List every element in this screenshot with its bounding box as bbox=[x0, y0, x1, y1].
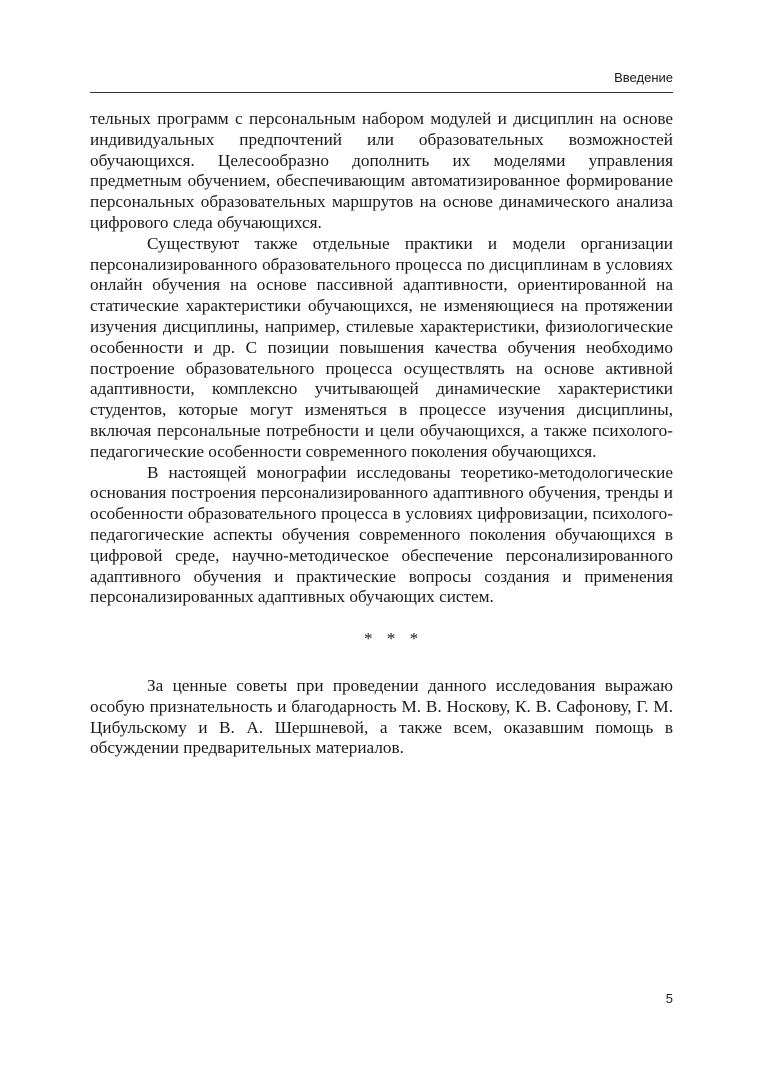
main-text bbox=[90, 109, 673, 759]
paragraph-practices: Существуют также отдельные практики и модели организации персонализированного образовательного процесса по дисциплинам в условиях онлайн обучения на основе пассивной адаптивности, ориентированной на статические характеристики обучающихся, не изменяющиеся на протяжении изучения дисциплины, например, стилевые характеристики, физиологические особенности и др. С позиции повышения качества обучения необходимо построение образовательного процесса осуществлять на основе активной адаптивности, комплексно учитывающей динамические характеристики студентов, которые могут изменяться в процессе изучения дисциплины, включая персональные потребности и цели обучающихся, а также психолого-педагогические особенности современного поколения обучающихся. bbox=[90, 233, 673, 461]
paragraph-continued: тельных программ с персональным набором модулей и дисциплин на основе индивидуальных предпочтений или образовательных возможностей обучающихся. Целесообразно дополнить их моделями управления предметным обучением, обеспечивающим автоматизированное формирование персональных образовательных маршрутов на основе динамического анализа цифрового следа обучающихся. bbox=[90, 109, 673, 232]
running-head-title: Введение bbox=[614, 70, 673, 85]
paragraph-monograph: В настоящей монографии исследованы теоретико-методологические основания построения персонализированного адаптивного обучения, тренды и особенности образовательного процесса в условиях цифровизации, психолого-педагогические аспекты обучения современного поколения обучающихся в цифровой среде, научно-методическое обеспечение персонализированного адаптивного обучения и практические вопросы создания и применения персонализированных адаптивных обучающих систем. bbox=[90, 462, 673, 607]
page-number: 5 bbox=[665, 991, 673, 1006]
paragraph-acknowledgement: За ценные советы при проведении данного исследования выражаю особую признательность и благодарность М. В. Носкову, К. В. Сафонову, Г. М. Цибульскому и В. А. Шершневой, а также всем, оказавшим помощь в обсуждении предварительных материалов. bbox=[90, 675, 673, 758]
section-separator: * * * bbox=[363, 629, 424, 649]
header-rule bbox=[90, 92, 673, 93]
